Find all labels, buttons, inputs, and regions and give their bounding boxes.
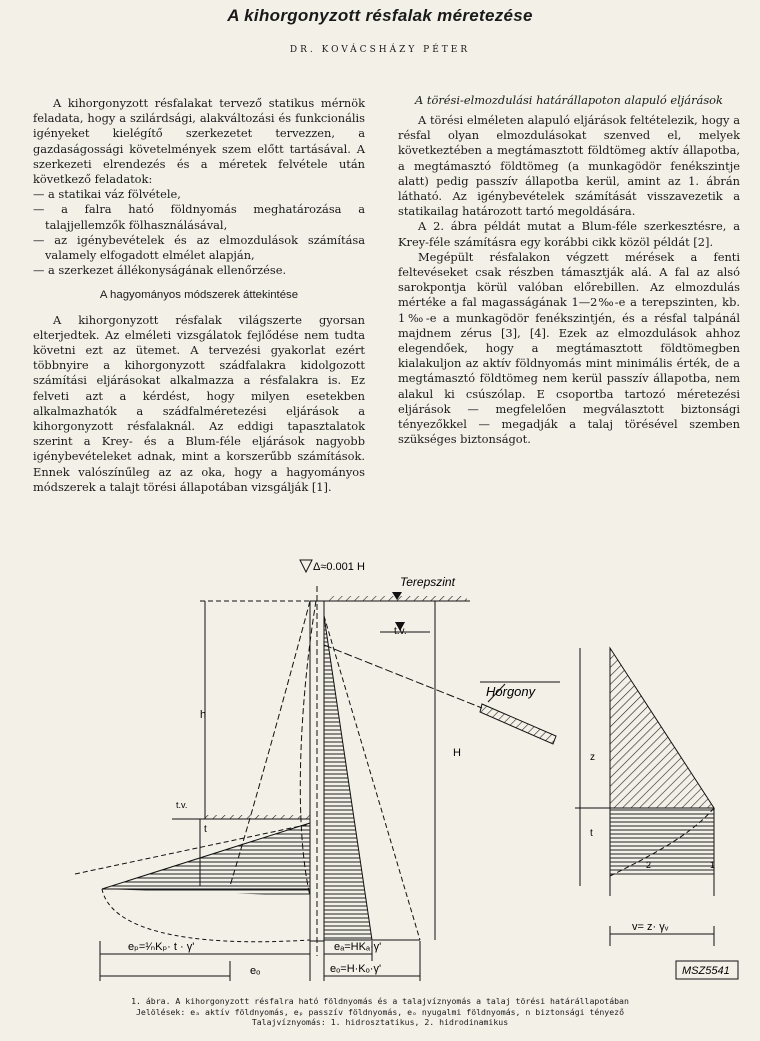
- t-right-label: t: [590, 828, 593, 839]
- section-paragraph: A kihorgonyzott résfalak világszerte gyorsan elterjedtek. Az elméleti vizsgálatok fejlődése nem tudta követni ezt az ütemet. A tervezési gyakorlat ezért többnyire a kihorgonyzott szádfalakra kidolgozott számítási eljárásokat alkalmazza a résfalakra is. Ez felveti azt a kérdést, hogy milyen esetekben alkalmazhatók a szádfalméretezési eljárások a kihorgonyzott résfalaknál. Az eddigi tapasztalatok szerint a Krey- és a Blum-féle eljárások nagyobb igénybevételeket adnak, mint a korszerűbb számítások. Ennek valószínűleg az az oka, hogy a hagyományos módszerek a talajt törési állapotában vizsgálják [1].: [33, 312, 365, 494]
- task-list: [33, 187, 365, 278]
- delta-label: Δ≈0.001 H: [313, 561, 365, 573]
- paragraph-1: A törési elméleten alapuló eljárások feltételezik, hogy a résfal olyan elmozdulásokat szenved el, melyek következtében a megtámasztott földtömeg aktív állapotba, a megtámasztó földtömeg (a munkagödör fenékszintje alatt) pedig passzív állapotba kerül, amint az 1. ábrán látható. Az igénybevételek számítását visszavezetik a statikailag határozott tartó megoldására.: [398, 113, 740, 219]
- delta-triangle-icon: [300, 560, 312, 572]
- tv-top-label: t.v.: [394, 626, 407, 637]
- H-label: H: [453, 747, 461, 759]
- section-heading-limit-state: A törési-elmozdulási határállapoton alapuló eljárások: [415, 93, 723, 107]
- left-column: [33, 96, 365, 495]
- caption-line: Talajvíznyomás: 1. hidrosztatikus, 2. hidrodinamikus: [251, 1017, 509, 1027]
- caption-line: 1. ábra. A kihorgonyzott résfalra ható földnyomás és a talajvíznyomás a talaj törési határállapotában: [131, 996, 629, 1006]
- tv-left-label: t.v.: [176, 800, 188, 810]
- task-item: — a szerkezet állékonyságának ellenőrzése.: [33, 263, 287, 278]
- ep-formula: eₚ=¹⁄ₙKₚ· t · γ': [128, 941, 195, 953]
- ea-formula: eₐ=HKₐ·γ': [334, 941, 382, 953]
- earth-rest-curve-left: [102, 889, 310, 942]
- excavation-floor-hatch: [200, 815, 310, 819]
- h-label: h: [200, 709, 207, 721]
- section-heading-traditional: A hagyományos módszerek áttekintése: [99, 289, 299, 302]
- curve-2-label: 2: [646, 860, 652, 870]
- t-left-label: t: [204, 824, 207, 835]
- pressure-diagram-figure: [0, 556, 760, 992]
- author-name: DR. KOVÁCSHÁZY PÉTER: [289, 45, 471, 55]
- v-formula: v= z· γᵥ: [632, 921, 669, 933]
- task-item: — a statikai váz fölvétele,: [33, 187, 181, 202]
- task-item: — a falra ható földnyomás meghatározása a talajjellemzők fölhasználásával,: [33, 202, 365, 232]
- intro-paragraph: A kihorgonyzott résfalakat tervező statikus mérnök feladata, hogy a szilárdsági, alakváltozási és funkcionális igényeket kielégítő szerkezetet tervezzen, a gazdaságossági követelmények szem előtt tartásával. A szerkezeti elrendezés és a méretek felvétele után következő feladatok:: [33, 96, 365, 187]
- hydrostatic-zone: [610, 648, 714, 808]
- task-item: — az igénybevételek és az elmozdulások számítása valamely elfogadott elmélet alapján,: [33, 232, 365, 263]
- figure-caption: [0, 996, 760, 1028]
- water-pressure-lower: [610, 808, 714, 876]
- terepszint-label: Terepszint: [400, 575, 455, 589]
- eo-formula: eₒ=H·Kₒ·γ': [330, 963, 382, 975]
- curve-1-label: 1: [710, 860, 716, 870]
- right-column: [398, 94, 740, 447]
- eo-label: eₒ: [250, 965, 261, 977]
- paragraph-2: A 2. ábra példát mutat a Blum-féle szerkesztésre, a Krey-féle számításra egy korábbi cikk közöl példát [2].: [398, 219, 740, 249]
- anchor-body: [480, 704, 556, 744]
- z-label: z: [590, 752, 595, 763]
- caption-line: Jelölések: eₐ aktív földnyomás, eₚ passzív földnyomás, eₒ nyugalmi földnyomás, n biztonsági tényező: [136, 1006, 624, 1017]
- anchor-tendon: [324, 645, 482, 708]
- paragraph-3: Megépült résfalakon végzett mérések a fenti feltevéseket csak részben támasztják alá. A fal az alsó sarokpontja körül valóban előrebillen. Az elmozdulás mértéke a fal magasságának 1—2‰-e a terepszinten, kb. 1‰-e a munkagödör fenékszintjén, és a résfal talpánál majdnem zérus [3], [4]. Ezek az elmozdulások ahhoz elegendőek, hogy a megtámasztott földtömegben kialakuljon az aktív földnyomás mint minimális érték, de a megtámasztó földtömeg nem kerül passzív állapotba, nem alakul ki csúszólap. E csoportba tartozó méretezési eljárások — megfelelően megválasztott biztonsági tényezőkkel — megadják a talaj törésével szemben szükséges biztonságot.: [398, 249, 740, 447]
- horgony-label: Horgony: [486, 684, 536, 699]
- article-title: A kihorgonyzott résfalak méretezése: [227, 6, 533, 25]
- stamp-label: MSZ5541: [682, 965, 730, 977]
